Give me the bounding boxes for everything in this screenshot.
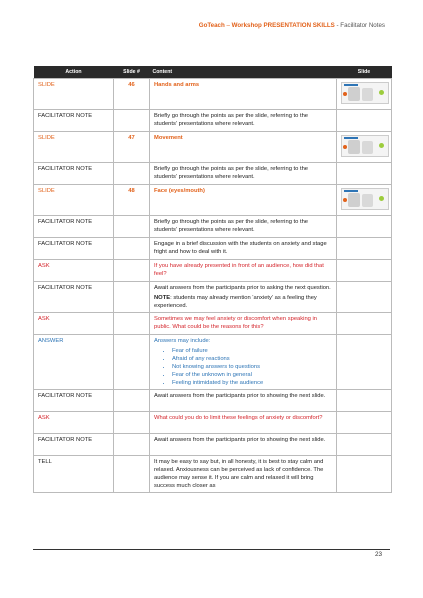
facilitator-notes-table [33,66,392,493]
header-slide: Slide [337,66,392,79]
list-item: • Afraid of any reactions [172,355,332,363]
table-row [34,412,392,434]
table-row [34,335,392,390]
table-header-row [34,66,392,79]
table-row [34,260,392,282]
header-separator: – [224,22,232,29]
table-row [34,434,392,456]
row-content: Movement [150,132,337,163]
row-action: SLIDE [34,79,114,110]
row-content-text: Answers may include: [154,338,211,344]
row-content: Briefly go through the points as per the slide, referring to the students’ presentations where relevant. [150,163,337,185]
header-action: Action [34,66,114,79]
table-row [34,390,392,412]
header-doc-title: Facilitator Notes [340,22,385,29]
row-action: FACILITATOR NOTE [34,434,114,456]
row-content: Briefly go through the points as per the slide, referring to the students’ presentations where relevant. [150,216,337,238]
table-row [34,238,392,260]
table-row [34,163,392,185]
table-row [34,313,392,335]
row-action: FACILITATOR NOTE [34,390,114,412]
row-content: What could you do to limit these feelings of anxiety or discomfort? [150,412,337,434]
row-content: Face (eyes/mouth) [150,185,337,216]
row-note [154,294,332,310]
row-action: ASK [34,313,114,335]
header-slide-number: Slide # [114,66,150,79]
slide-thumbnail [341,135,389,157]
row-action: FACILITATOR NOTE [34,282,114,313]
table-row [34,132,392,163]
document-header [199,22,385,29]
row-slide-number: 46 [114,79,150,110]
table-row [34,456,392,493]
row-action: SLIDE [34,185,114,216]
row-content: It may be easy to say but, in all honesty, it is best to stay calm and relaxed. Anxiousness can be perceived as lack of confidence. The audience may sense it. If you are calm and relaxed it will bring success much closer as [150,456,337,493]
table-row [34,216,392,238]
header-brand: GoTeach [198,22,225,29]
row-slide-number: 47 [114,132,150,163]
table-row [34,185,392,216]
row-action: FACILITATOR NOTE [34,216,114,238]
footer-divider [33,549,390,550]
list-item: • Fear of the unknown in general [172,371,332,379]
row-content: Await answers from the participants prior to showing the next slide. [150,390,337,412]
note-label: NOTE [154,295,171,301]
table-row [34,282,392,313]
header-workshop: Workshop PRESENTATION SKILLS [231,22,335,29]
row-action: FACILITATOR NOTE [34,163,114,185]
table-row [34,110,392,132]
row-content: Briefly go through the points as per the slide, referring to the students’ presentations where relevant. [150,110,337,132]
answer-list [154,347,332,387]
slide-thumbnail [341,188,389,210]
header-content: Content [150,66,337,79]
row-action: FACILITATOR NOTE [34,110,114,132]
row-slide-thumb [337,79,392,110]
list-item: • Fear of failure [172,347,332,355]
note-text: : students may already mention ‘anxiety’ as a feeling they experienced. [154,295,317,309]
table-row [34,79,392,110]
row-content: If you have already presented in front of an audience, how did that feel? [150,260,337,282]
row-content: Await answers from the participants prior to showing the next slide. [150,434,337,456]
list-item: • Feeling intimidated by the audience [172,379,332,387]
row-content-text: Await answers from the participants prior to asking the next question. [154,285,331,291]
header-separator: - [334,22,341,29]
slide-thumbnail [341,82,389,104]
row-content [150,335,337,390]
list-item: • Not knowing answers to questions [172,363,332,371]
row-action: ASK [34,412,114,434]
row-action: ASK [34,260,114,282]
row-slide-number: 48 [114,185,150,216]
row-action: TELL [34,456,114,493]
row-action: FACILITATOR NOTE [34,238,114,260]
row-content [150,282,337,313]
row-content: Sometimes we may feel anxiety or discomfort when speaking in public. What could be the reasons for this? [150,313,337,335]
row-content: Hands and arms [150,79,337,110]
row-action: ANSWER [34,335,114,390]
row-action: SLIDE [34,132,114,163]
row-content: Engage in a brief discussion with the students on anxiety and stage fright and how to deal with it. [150,238,337,260]
row-slide-thumb [337,185,392,216]
row-slide-thumb [337,132,392,163]
page-number: 23 [375,551,383,558]
